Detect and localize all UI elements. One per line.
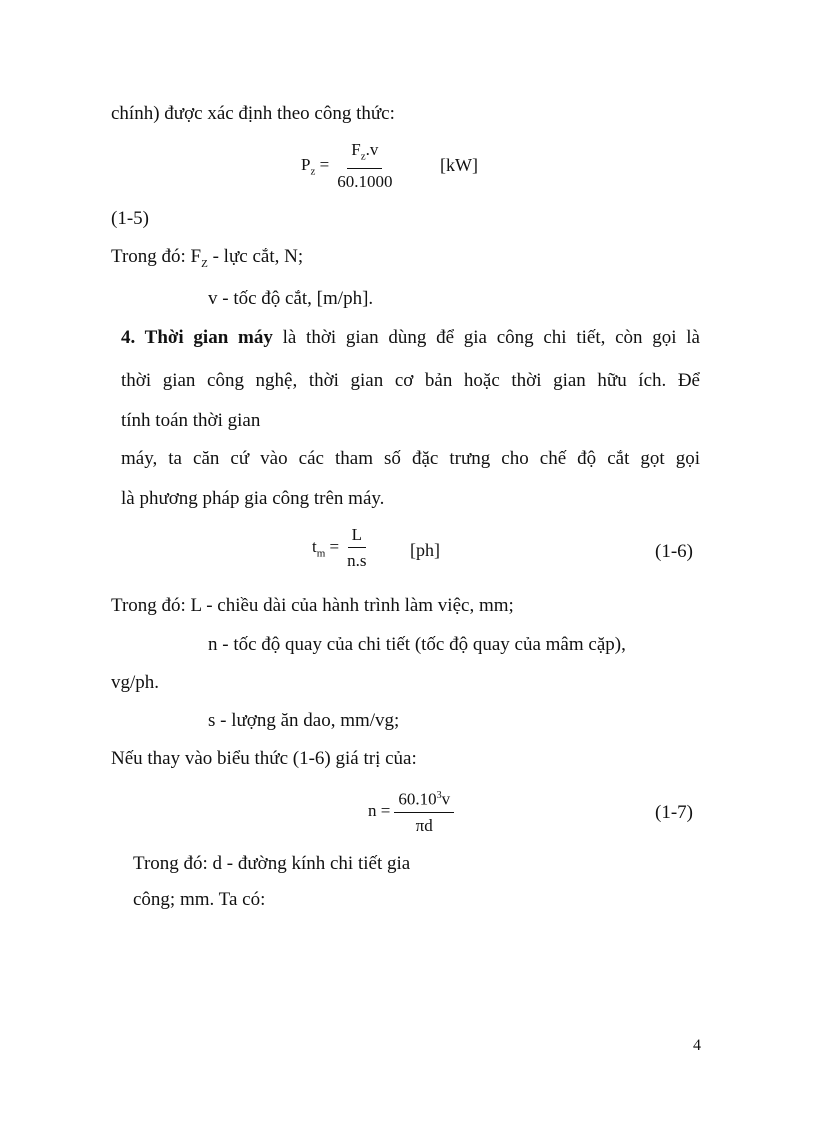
text-line-8: máy, ta căn cứ vào các tham số đặc trưng cho chế độ cắt gọt gọi (121, 448, 700, 469)
text-line-where-force: Trong đó: $F_Z$ - lực cắt, N; (111, 246, 304, 270)
formula-machine-time (312, 525, 371, 571)
equation-label-1-7: (1-7) (655, 802, 693, 823)
formula-rotation-speed-numerator: 60.10$^3$v (394, 786, 454, 813)
text-line-diameter: Trong đó: d - đường kính chi tiết gia (133, 853, 411, 874)
equation-label-1-5: (1-5) (111, 208, 149, 229)
formula-power-numerator: $F_z.v$ (347, 140, 382, 169)
page-number: 4 (693, 1037, 701, 1054)
text-line-section-heading: 4. Thời gian máy là thời gian dùng để gia công chi tiết, còn gọi là (121, 327, 700, 348)
text-line-9: là phương pháp gia công trên máy. (121, 488, 385, 509)
formula-rotation-speed (368, 786, 454, 836)
formula-machine-time-unit: [ph] (410, 540, 440, 560)
text-line-rotation: n - tốc độ quay của chi tiết (tốc độ quay của mâm cặp), (208, 634, 626, 655)
formula-rotation-speed-lhs: n = (368, 800, 391, 820)
text-line-6: thời gian công nghệ, thời gian cơ bản hoặc thời gian hữu ích. Để (121, 370, 700, 391)
text-line-substitute: Nếu thay vào biểu thức (1-6) giá trị của: (111, 748, 417, 769)
text-line-speed: v - tốc độ cắt, [m/ph]. (208, 288, 374, 309)
text-line-we-have: công; mm. Ta có: (133, 889, 266, 910)
text-line-1: chính) được xác định theo công thức: (111, 103, 395, 124)
formula-rotation-speed-denominator: πd (415, 815, 433, 835)
formula-power-denominator: 60.1000 (337, 172, 393, 192)
formula-power-unit: [kW] (440, 155, 478, 175)
formula-machine-time-numerator: L (348, 525, 366, 548)
formula-power-lhs: $P_z$ = (301, 155, 330, 178)
formula-power (301, 140, 396, 192)
section-heading: 4. Thời gian máy (121, 327, 273, 348)
text-line-unit: vg/ph. (111, 672, 160, 693)
formula-machine-time-lhs: $t_m$ = (312, 536, 340, 560)
text-line-where-length: Trong đó: L - chiều dài của hành trình làm việc, mm; (111, 595, 514, 616)
text-line-feed: s - lượng ăn dao, mm/vg; (208, 710, 400, 731)
formula-machine-time-denominator: n.s (347, 551, 367, 570)
text-line-7: tính toán thời gian (121, 410, 261, 431)
equation-label-1-6: (1-6) (655, 541, 693, 562)
